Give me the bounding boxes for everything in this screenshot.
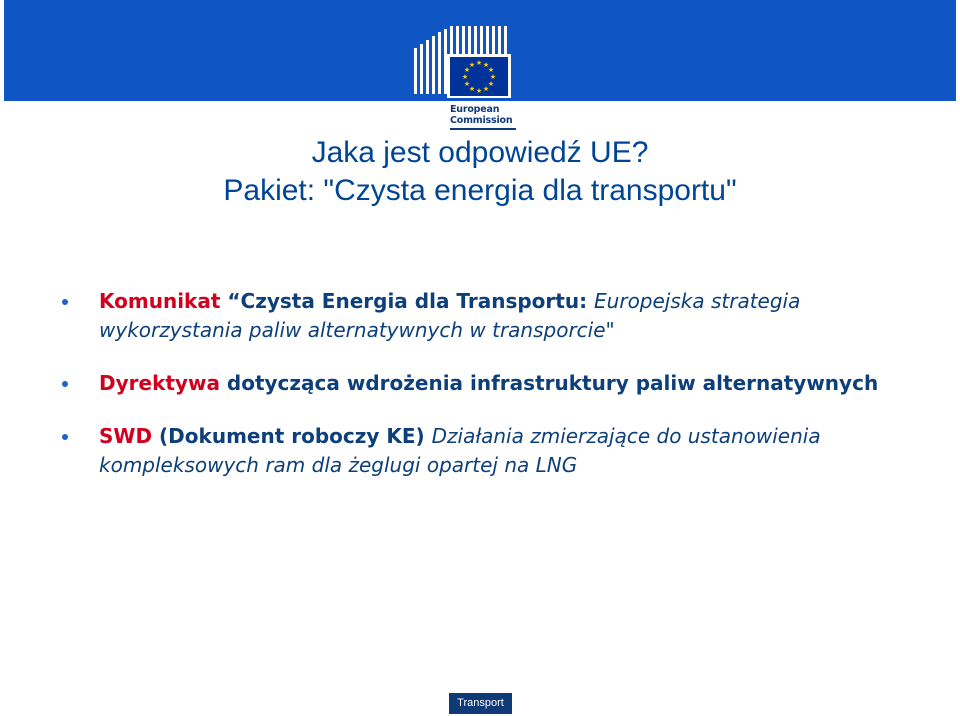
bullet-list (58, 287, 938, 504)
slide-title (0, 134, 960, 210)
logo-line-1: European (450, 104, 500, 115)
svg-text:★: ★ (489, 73, 497, 81)
logo-underline (450, 128, 516, 130)
svg-text:★: ★ (468, 85, 476, 93)
bullet-bold-text: “Czysta Energia dla Transportu: (220, 289, 595, 313)
slide-title-line-2: Pakiet: "Czysta energia dla transportu" (223, 174, 737, 207)
bullet-bold-text: dotycząca wdrożenia infrastruktury paliw alternatywnych (219, 371, 879, 395)
logo-line-2: Commission (450, 115, 513, 126)
european-commission-logo (414, 26, 514, 130)
svg-text:★: ★ (475, 59, 483, 67)
svg-text:★: ★ (482, 85, 490, 93)
bullet-item (58, 369, 938, 398)
svg-text:★: ★ (461, 73, 469, 81)
bullet-dot-icon (62, 299, 68, 305)
bullet-dot-icon (62, 434, 68, 440)
svg-text:★: ★ (482, 61, 490, 69)
svg-text:★: ★ (475, 87, 483, 95)
bullet-item (58, 287, 938, 345)
bullet-keyword: Dyrektywa (99, 371, 220, 395)
bullet-italic-text: Działania zmierzające do ustanowienia kompleksowych ram dla żeglugi opartej na LNG (99, 424, 821, 477)
bullet-keyword: Komunikat (99, 289, 221, 313)
bullet-item (58, 422, 938, 480)
bullet-keyword: SWD (99, 424, 153, 448)
bullet-bold-text: (Dokument roboczy KE) (152, 424, 432, 448)
svg-text:★: ★ (487, 80, 495, 88)
bullet-dot-icon (62, 381, 68, 387)
svg-text:★: ★ (463, 66, 471, 74)
footer-section-tag: Transport (449, 693, 512, 714)
logo-wordmark (450, 104, 520, 126)
eu-flag-building-icon (414, 26, 514, 106)
bullet-italic-text: Europejska strategia wykorzystania paliw alternatywnych w transporcie" (99, 289, 801, 342)
svg-text:★: ★ (487, 66, 495, 74)
svg-text:★: ★ (468, 61, 476, 69)
svg-text:★: ★ (463, 80, 471, 88)
slide-title-line-1: Jaka jest odpowiedź UE? (311, 136, 649, 169)
